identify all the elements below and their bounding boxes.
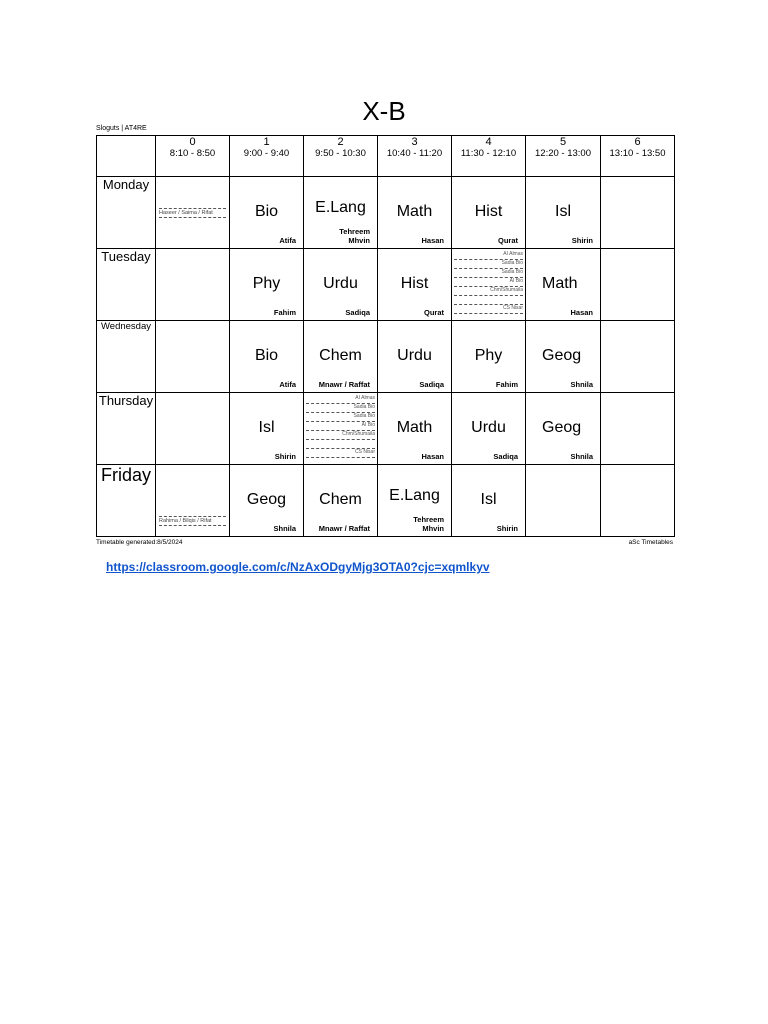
group-note: Rahima / Bilqis / Rifat	[159, 516, 226, 526]
lesson-cell	[156, 465, 230, 537]
lesson-cell	[378, 465, 452, 537]
teacher: Mnawr / Raffat	[318, 380, 370, 389]
teacher: Atifa	[279, 236, 296, 245]
subject: Chem	[319, 491, 362, 508]
lesson-cell	[526, 393, 601, 465]
period-header-row	[97, 136, 675, 177]
day-row-wednesday	[97, 321, 675, 393]
lesson-cell	[378, 249, 452, 321]
period-number: 3	[411, 136, 418, 148]
lesson-cell	[526, 249, 601, 321]
lesson-cell	[378, 393, 452, 465]
split-line: CS Nisar	[454, 305, 523, 314]
teacher: Hasan	[570, 308, 593, 317]
split-line: Sadia Bio	[306, 413, 375, 422]
period-time: 13:10 - 13:50	[609, 148, 666, 159]
lesson-cell	[526, 465, 601, 537]
day-row-friday	[97, 465, 675, 537]
day-label: Friday	[97, 465, 156, 537]
subject: Geog	[246, 491, 287, 508]
subject: Bio	[254, 347, 279, 364]
teacher: Mhvin	[422, 524, 444, 533]
subject: Math	[396, 419, 433, 436]
subject: Math	[396, 203, 433, 220]
lesson-cell	[156, 249, 230, 321]
period-header	[156, 136, 230, 177]
teacher: Qurat	[497, 236, 518, 245]
subject: E.Lang	[389, 487, 440, 504]
teacher: Tehreem	[339, 227, 370, 236]
period-time: 8:10 - 8:50	[169, 148, 216, 159]
period-number: 6	[634, 136, 641, 148]
generated-date: Timetable generated:8/5/2024	[96, 539, 183, 546]
day-row-monday	[97, 177, 675, 249]
lesson-cell	[304, 393, 378, 465]
lesson-cell	[601, 465, 675, 537]
subject: Geog	[542, 347, 582, 364]
teacher: Mnawr / Raffat	[318, 524, 370, 533]
period-time: 12:20 - 13:00	[535, 148, 591, 159]
brand-label: aSc Timetables	[628, 539, 673, 546]
period-time: 10:40 - 11:20	[386, 148, 443, 159]
split-lesson	[306, 395, 375, 462]
subject: Isl	[555, 203, 571, 220]
lesson-cell	[526, 177, 601, 249]
split-line: AI Bio	[306, 422, 375, 431]
period-number: 5	[559, 136, 567, 148]
split-line: AI Bio	[454, 278, 523, 287]
teacher: Fahim	[495, 380, 518, 389]
day-label: Monday	[97, 177, 156, 249]
period-number: 4	[485, 136, 492, 148]
lesson-cell	[452, 465, 526, 537]
period-header	[304, 136, 378, 177]
subject: Geog	[542, 419, 582, 436]
day-row-thursday	[97, 393, 675, 465]
lesson-cell	[452, 177, 526, 249]
lesson-cell	[304, 465, 378, 537]
teacher: Shnila	[570, 452, 593, 461]
period-header	[526, 136, 601, 177]
period-time: 9:50 - 10:30	[315, 148, 366, 159]
teacher: Hasan	[421, 452, 444, 461]
subject: Urdu	[323, 275, 358, 292]
lesson-cell	[304, 321, 378, 393]
lesson-cell	[526, 321, 601, 393]
lesson-cell	[452, 393, 526, 465]
lesson-cell	[156, 177, 230, 249]
subject: Bio	[254, 203, 279, 220]
lesson-cell	[378, 321, 452, 393]
period-header	[452, 136, 526, 177]
lesson-cell	[601, 249, 675, 321]
split-line: Chm/Shumaila	[306, 431, 375, 440]
teacher: Mhvin	[348, 236, 370, 245]
subject: Chem	[319, 347, 362, 364]
teacher: Hasan	[421, 236, 444, 245]
lesson-cell	[378, 177, 452, 249]
lesson-cell	[304, 177, 378, 249]
lesson-cell	[601, 393, 675, 465]
teacher: Shirin	[274, 452, 296, 461]
period-header	[378, 136, 452, 177]
teacher: Sadiqa	[345, 308, 370, 317]
day-label: Tuesday	[97, 249, 156, 321]
subject: Phy	[252, 275, 281, 292]
teacher: Shirin	[496, 524, 518, 533]
page-title: X-B	[362, 96, 406, 126]
subject: Math	[542, 275, 578, 292]
subject: Hist	[400, 275, 429, 292]
corner-cell	[97, 136, 156, 177]
lesson-cell	[601, 321, 675, 393]
period-header	[601, 136, 675, 177]
teacher: Shirin	[571, 236, 593, 245]
period-time: 11:30 - 12:10	[460, 148, 517, 159]
subject: E.Lang	[315, 199, 366, 216]
period-number: 0	[189, 136, 196, 148]
day-label: Thursday	[97, 393, 156, 465]
teacher: Qurat	[423, 308, 444, 317]
lesson-cell	[230, 249, 304, 321]
lesson-cell	[304, 249, 378, 321]
period-time: 9:00 - 9:40	[243, 148, 290, 159]
teacher: Shnila	[273, 524, 296, 533]
subject: Urdu	[471, 419, 506, 436]
subject: Urdu	[397, 347, 432, 364]
split-line: Sadia Bio	[306, 404, 375, 413]
organization-label: Sloguts | AT4RE	[96, 125, 147, 132]
lesson-cell	[230, 321, 304, 393]
period-number: 1	[263, 136, 270, 148]
group-note: Haseer / Saima / Rifat	[159, 208, 226, 218]
subject: Phy	[474, 347, 503, 364]
subject: Isl	[480, 491, 497, 508]
teacher: Sadiqa	[419, 380, 444, 389]
teacher: Tehreem	[413, 515, 444, 524]
period-header	[230, 136, 304, 177]
day-label: Wednesday	[97, 321, 156, 393]
subject: Isl	[258, 419, 275, 436]
lesson-cell	[452, 321, 526, 393]
split-line	[306, 440, 375, 449]
subject: Hist	[474, 203, 503, 220]
split-line: Sadia Bio	[454, 269, 523, 278]
split-lesson	[454, 251, 523, 318]
teacher: Fahim	[273, 308, 296, 317]
classroom-link[interactable]: https://classroom.google.com/c/NzAxODgyMjg3OTA0?cjc=xqmlkyv	[106, 560, 490, 574]
split-line: Chm/Shumaila	[454, 287, 523, 296]
day-row-tuesday	[97, 249, 675, 321]
split-line: AI Almas	[454, 251, 523, 260]
teacher: Shnila	[570, 380, 593, 389]
split-line: AI Almas	[306, 395, 375, 404]
teacher: Atifa	[279, 380, 296, 389]
split-line	[454, 296, 523, 305]
split-line: CS Nisar	[306, 449, 375, 458]
split-line: Sadia Bio	[454, 260, 523, 269]
lesson-cell	[230, 393, 304, 465]
teacher: Sadiqa	[493, 452, 518, 461]
lesson-cell	[601, 177, 675, 249]
timetable	[96, 135, 675, 537]
lesson-cell	[156, 321, 230, 393]
lesson-cell	[230, 177, 304, 249]
lesson-cell	[452, 249, 526, 321]
lesson-cell	[230, 465, 304, 537]
period-number: 2	[337, 136, 344, 148]
lesson-cell	[156, 393, 230, 465]
